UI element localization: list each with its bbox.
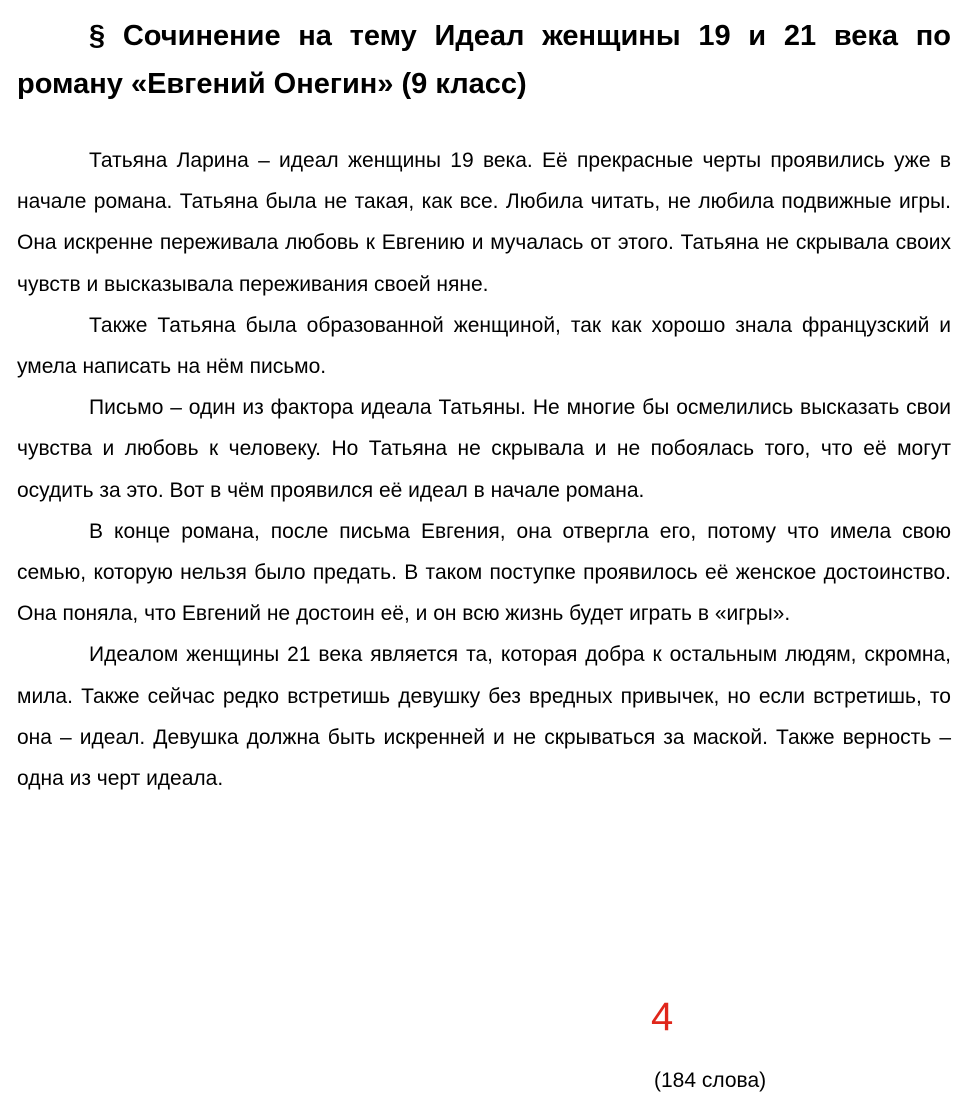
essay-paragraph: Письмо – один из фактора идеала Татьяны. Не многие бы осмелились высказать свои чувства и любовь к человеку. Но Татьяна не скрывала и не побоялась того, что её могут осудить за это. Вот в чём проявился её идеал в начале романа. xyxy=(17,396,951,502)
essay-title: § Сочинение на тему Идеал женщины 19 и 21 века по роману «Евгений Онегин» (9 класс) xyxy=(17,20,951,100)
essay-body xyxy=(17,140,951,799)
essay-page xyxy=(17,12,951,799)
essay-paragraph: Идеалом женщины 21 века является та, которая добра к остальным людям, скромна, мила. Также сейчас редко встретишь девушку без вредных привычек, но если встретишь, то она – идеал. Девушка должна быть искренней и не скрываться за маской. Также верность – одна из черт идеала. xyxy=(17,643,951,791)
essay-paragraph: Татьяна Ларина – идеал женщины 19 века. Её прекрасные черты проявились уже в начале романа. Татьяна была не такая, как все. Любила читать, не любила подвижные игры. Она искренне переживала любовь к Евгению и мучалась от этого. Татьяна не скрывала своих чувств и высказывала переживания своей няне. xyxy=(17,149,951,296)
essay-paragraph: Также Татьяна была образованной женщиной, так как хорошо знала французский и умела написать на нём письмо. xyxy=(17,313,951,379)
grade-mark: 4 xyxy=(651,995,674,1039)
word-count: (184 слова) xyxy=(654,1069,767,1092)
essay-paragraph: В конце романа, после письма Евгения, она отвергла его, потому что имела свою семью, которую нельзя было предать. В таком поступке проявилось её женское достоинство. Она поняла, что Евгений не достоин её, и он всю жизнь будет играть в «игры». xyxy=(17,519,951,626)
